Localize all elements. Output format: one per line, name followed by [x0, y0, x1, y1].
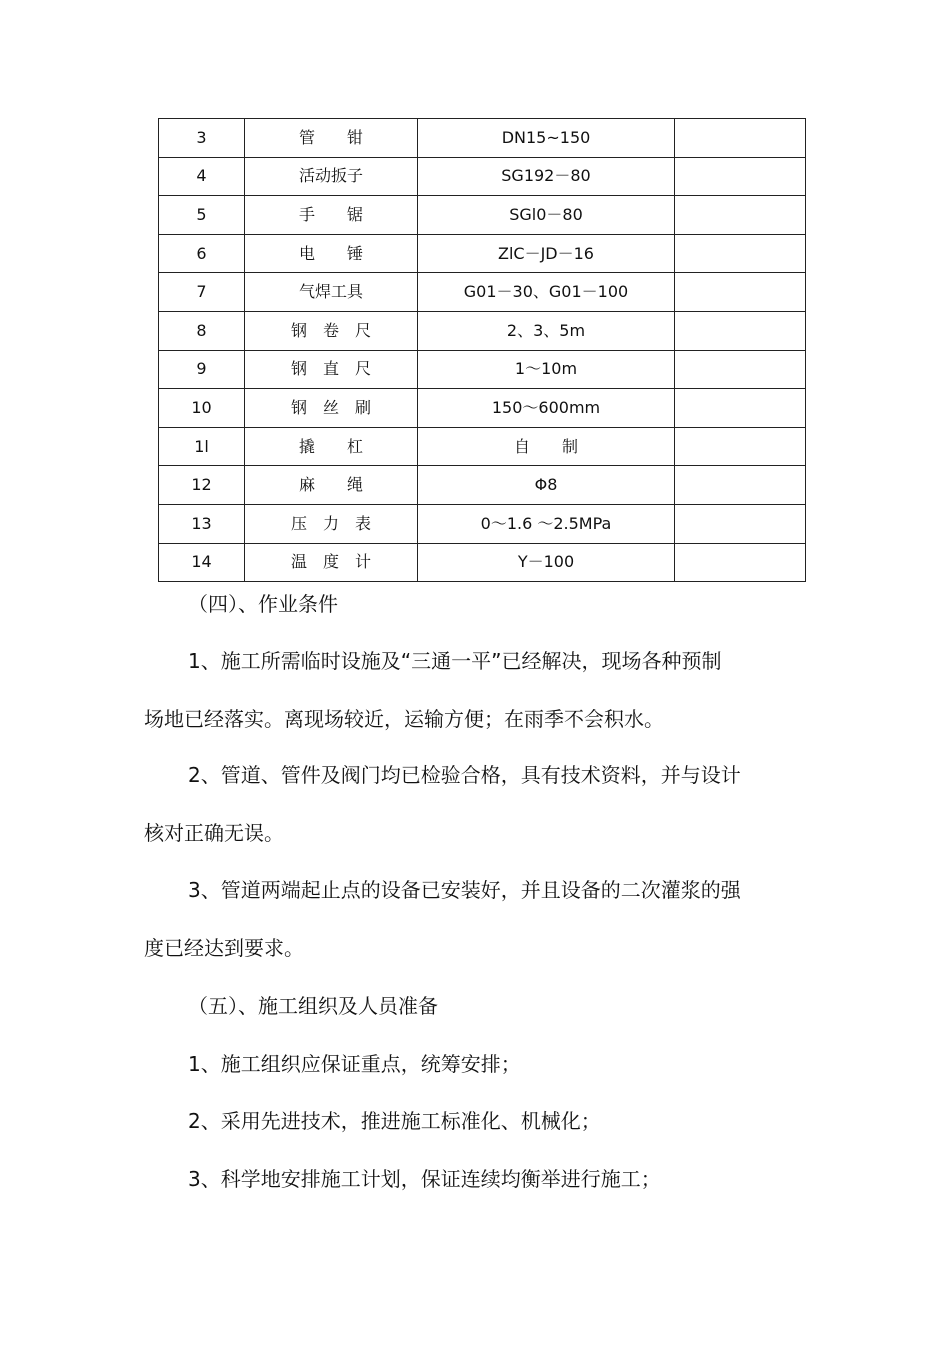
cell-spec: SG192－80 — [418, 157, 675, 196]
cell-tool-name: 压 力 表 — [245, 504, 418, 543]
cell-spec: G01－30、G01－100 — [418, 273, 675, 312]
cell-spec: DN15~150 — [418, 119, 675, 158]
table-row — [159, 427, 806, 466]
cell-note — [675, 196, 806, 235]
cell-note — [675, 427, 806, 466]
cell-note — [675, 389, 806, 428]
cell-number: 3 — [159, 119, 245, 158]
cell-spec: ZlC－JD－16 — [418, 234, 675, 273]
table-row — [159, 543, 806, 582]
cell-number: 5 — [159, 196, 245, 235]
cell-spec: 0～1.6 ～2.5MPa — [418, 504, 675, 543]
cell-spec: SGl0－80 — [418, 196, 675, 235]
cell-note — [675, 119, 806, 158]
tools-table-body — [159, 119, 806, 582]
cell-number: 12 — [159, 466, 245, 505]
table-row — [159, 466, 806, 505]
cell-number: 8 — [159, 311, 245, 350]
section4-para1-line1: 1、施工所需临时设施及“三通一平”已经解决，现场各种预制 — [188, 649, 722, 673]
section5-item3: 3、科学地安排施工计划，保证连续均衡举进行施工； — [188, 1167, 661, 1191]
section4-para3-line1: 3、管道两端起止点的设备已安装好，并且设备的二次灌浆的强 — [188, 878, 741, 902]
cell-note — [675, 157, 806, 196]
table-row — [159, 196, 806, 235]
section4-para2-line1: 2、管道、管件及阀门均已检验合格，具有技术资料，并与设计 — [188, 763, 741, 787]
cell-note — [675, 504, 806, 543]
cell-note — [675, 543, 806, 582]
cell-number: 6 — [159, 234, 245, 273]
cell-note — [675, 350, 806, 389]
table-row — [159, 119, 806, 158]
section4-para1-line2: 场地已经落实。离现场较近，运输方便；在雨季不会积水。 — [144, 707, 664, 731]
table-row — [159, 234, 806, 273]
cell-tool-name: 麻 绳 — [245, 466, 418, 505]
cell-spec: 自 制 — [418, 427, 675, 466]
cell-tool-name: 钢 直 尺 — [245, 350, 418, 389]
cell-spec: 1～10m — [418, 350, 675, 389]
cell-tool-name: 钢 丝 刷 — [245, 389, 418, 428]
section4-para2-line2: 核对正确无误。 — [144, 821, 284, 845]
section4-heading: （四）、作业条件 — [188, 592, 338, 616]
cell-spec: 150～600mm — [418, 389, 675, 428]
table-row — [159, 311, 806, 350]
table-row — [159, 273, 806, 312]
cell-tool-name: 管 钳 — [245, 119, 418, 158]
cell-number: 10 — [159, 389, 245, 428]
cell-tool-name: 钢 卷 尺 — [245, 311, 418, 350]
cell-note — [675, 466, 806, 505]
cell-tool-name: 活动扳子 — [245, 157, 418, 196]
cell-note — [675, 273, 806, 312]
cell-spec: Y－100 — [418, 543, 675, 582]
cell-number: 1l — [159, 427, 245, 466]
cell-number: 9 — [159, 350, 245, 389]
table-row — [159, 389, 806, 428]
cell-number: 7 — [159, 273, 245, 312]
section4-para3-line2: 度已经达到要求。 — [144, 936, 304, 960]
cell-spec: 2、3、5m — [418, 311, 675, 350]
cell-note — [675, 234, 806, 273]
table-row — [159, 504, 806, 543]
cell-spec: Φ8 — [418, 466, 675, 505]
table-row — [159, 350, 806, 389]
cell-tool-name: 电 锤 — [245, 234, 418, 273]
tools-table — [158, 118, 806, 582]
cell-note — [675, 311, 806, 350]
cell-number: 13 — [159, 504, 245, 543]
table-row — [159, 157, 806, 196]
section5-item2: 2、采用先进技术，推进施工标准化、机械化； — [188, 1109, 601, 1133]
cell-number: 14 — [159, 543, 245, 582]
cell-tool-name: 气焊工具 — [245, 273, 418, 312]
cell-tool-name: 撬 杠 — [245, 427, 418, 466]
cell-tool-name: 温 度 计 — [245, 543, 418, 582]
cell-number: 4 — [159, 157, 245, 196]
section5-item1: 1、施工组织应保证重点，统筹安排； — [188, 1052, 521, 1076]
section5-heading: （五）、施工组织及人员准备 — [188, 994, 438, 1018]
cell-tool-name: 手 锯 — [245, 196, 418, 235]
